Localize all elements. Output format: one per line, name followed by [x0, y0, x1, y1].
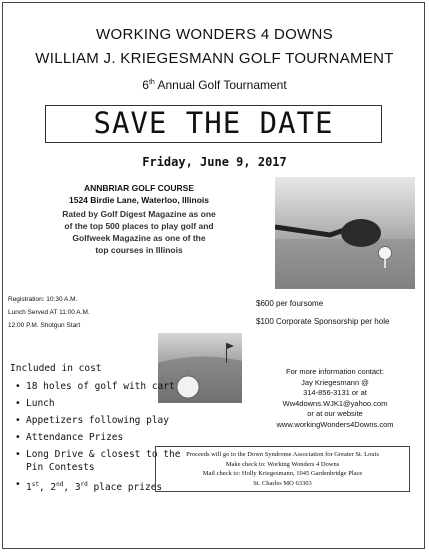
mail-address-line: Mail check to: Holly Kriegesmann, 1045 Gardenbridge Place [202, 470, 363, 477]
foursome-price: $600 per foursome [256, 299, 324, 308]
rating-line: of the top 500 places to play golf and [64, 221, 214, 231]
list-item: • Lunch [10, 397, 185, 410]
included-heading: Included in cost [10, 363, 102, 374]
shotgun-start-time: 12:00 P.M. Shotgun Start [8, 322, 81, 329]
contact-info [255, 367, 415, 430]
rating-line: Rated by Golf Digest Magazine as one [62, 209, 216, 219]
golf-ball-tee-photo [275, 177, 415, 289]
contact-name: Jay Kriegesmann @ [301, 377, 369, 387]
save-the-date-banner: SAVE THE DATE [45, 105, 382, 143]
rating-line: Golfweek Magazine as one of the [72, 233, 206, 243]
proceeds-line: Proceeds will go to the Down Syndrome Association for Greater St. Louis [186, 451, 379, 458]
list-item: • 18 holes of golf with cart [10, 380, 185, 393]
rating-line: top courses in Illinois [95, 245, 183, 255]
list-item: • Appetizers following play [10, 414, 185, 427]
contact-line: or at our website [307, 409, 363, 418]
tournament-title: WILLIAM J. KRIEGESMANN GOLF TOURNAMENT [35, 50, 394, 67]
list-item: • Long Drive & closest to the Pin Contests [10, 448, 185, 474]
list-item: • Attendance Prizes [10, 431, 185, 444]
contact-website: www.workingWonders4Downs.com [276, 419, 394, 429]
list-item: • 1st, 2nd, 3rd place prizes [10, 478, 185, 494]
check-payee-line: Make check to: Working Wonders 4 Downs [225, 460, 340, 468]
mailing-info-box [155, 446, 410, 492]
course-address: 1524 Birdie Lane, Waterloo, Illinois [69, 195, 209, 205]
course-info [8, 182, 270, 206]
contact-heading: For more information contact: [286, 367, 384, 376]
org-title: WORKING WONDERS 4 DOWNS [96, 26, 333, 43]
contact-phone: 314-856-3131 or at [303, 388, 367, 397]
event-date: Friday, June 9, 2017 [142, 155, 287, 169]
contact-email: Ww4downs.WJK1@yahoo.com [282, 398, 388, 408]
annual-subtitle: 6th Annual Golf Tournament [142, 78, 287, 92]
course-rating [8, 208, 270, 256]
registration-time: Registration: 10:30 A.M. [8, 296, 78, 303]
mail-city-line: St. Charles MO 63303 [253, 479, 312, 487]
course-name: ANNBRIAR GOLF COURSE [83, 183, 195, 193]
sponsorship-price: $100 Corporate Sponsorship per hole [256, 317, 390, 326]
lunch-time: Lunch Served AT 11:00 A.M. [8, 309, 90, 316]
